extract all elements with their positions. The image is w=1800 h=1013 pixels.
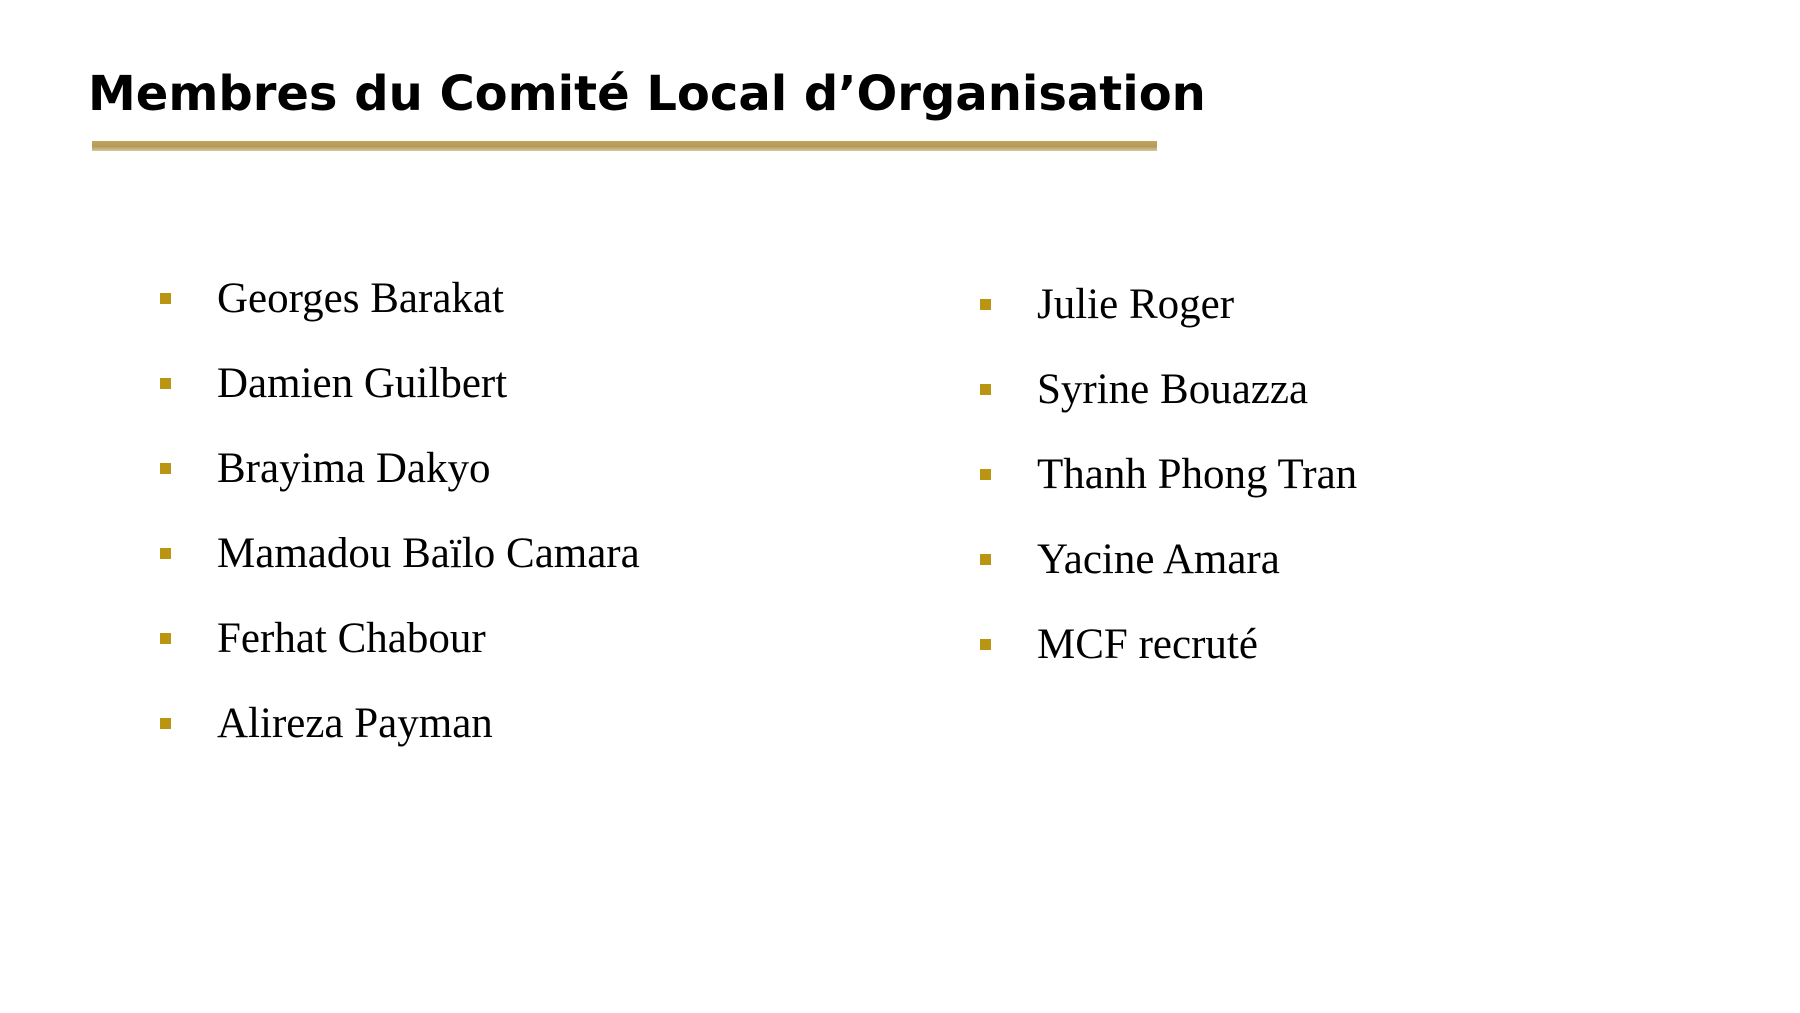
square-bullet-icon [980, 554, 991, 565]
member-name: Georges Barakat [217, 275, 504, 322]
square-bullet-icon [160, 633, 171, 644]
member-name: Thanh Phong Tran [1037, 451, 1358, 498]
member-name: Ferhat Chabour [217, 615, 486, 662]
member-name: Yacine Amara [1037, 536, 1280, 583]
member-name: MCF recruté [1037, 621, 1258, 668]
square-bullet-icon [980, 299, 991, 310]
member-name: Alireza Payman [217, 700, 493, 747]
list-item [160, 341, 640, 426]
list-item [980, 602, 1357, 687]
square-bullet-icon [160, 718, 171, 729]
member-name: Syrine Bouazza [1037, 366, 1309, 413]
member-name: Damien Guilbert [217, 360, 508, 407]
square-bullet-icon [980, 639, 991, 650]
list-item [980, 432, 1357, 517]
members-list-right [980, 262, 1357, 687]
member-name: Julie Roger [1037, 281, 1235, 328]
list-item [160, 511, 640, 596]
square-bullet-icon [160, 293, 171, 304]
slide-title: Membres du Comité Local d’Organisation [88, 66, 1206, 122]
title-underline [92, 141, 1157, 151]
list-item [160, 596, 640, 681]
list-item [980, 517, 1357, 602]
list-item [980, 262, 1357, 347]
member-name: Brayima Dakyo [217, 445, 491, 492]
square-bullet-icon [980, 469, 991, 480]
square-bullet-icon [160, 548, 171, 559]
member-name: Mamadou Baïlo Camara [217, 530, 640, 577]
square-bullet-icon [980, 384, 991, 395]
square-bullet-icon [160, 378, 171, 389]
members-list-left [160, 256, 640, 766]
list-item [160, 681, 640, 766]
list-item [160, 256, 640, 341]
list-item [980, 347, 1357, 432]
square-bullet-icon [160, 463, 171, 474]
list-item [160, 426, 640, 511]
